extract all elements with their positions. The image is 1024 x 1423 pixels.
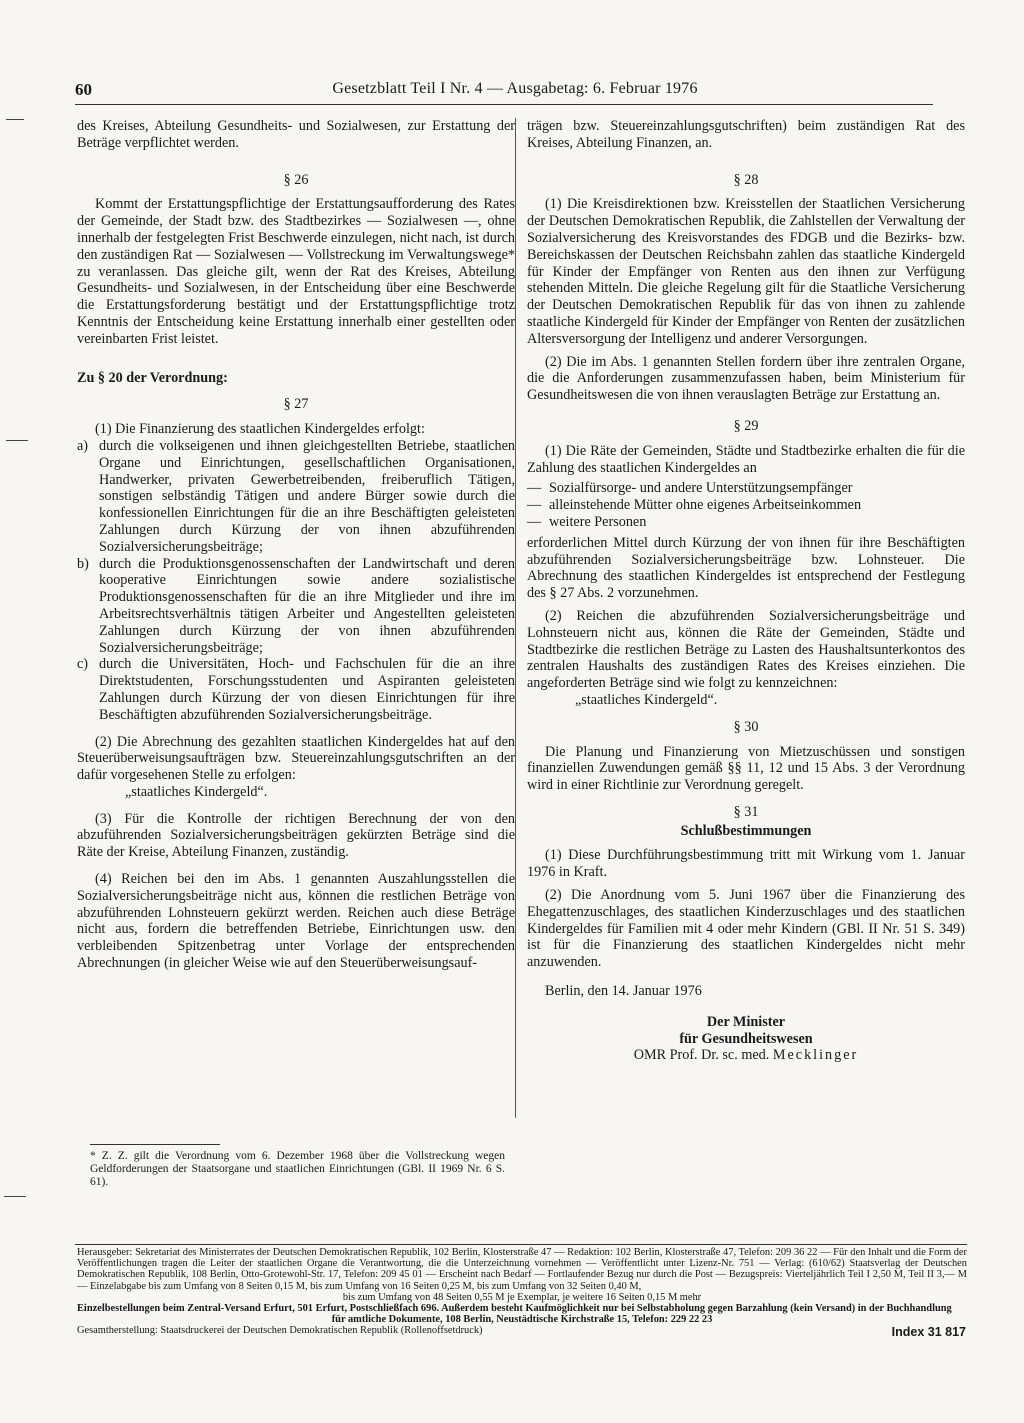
list-item: [77, 556, 515, 657]
dash-text: alleinstehende Mütter ohne eigenes Arbeitseinkommen: [549, 497, 862, 514]
section-heading: § 30: [733, 718, 759, 735]
quote: „staatliches Kindergeld“.: [125, 783, 268, 800]
imprint-line: Gesamtherstellung: Staatsdruckerei der Deutschen Demokratischen Republik (Rollenoffsetdruck): [77, 1325, 483, 1337]
imprint-rule: [75, 1244, 967, 1245]
paragraph: erforderlichen Mittel durch Kürzung der von ihnen für ihre Beschäftigten abzuführenden Sozialversicherungsbeiträge bzw. Lohnsteuer. Die Abrechnung des staatlichen Kindergeldes ist entsprechend der Festlegung des § 27 Abs. 2 vorzunehmen.: [527, 534, 965, 602]
dash-item: [527, 497, 965, 514]
dash-text: Sozialfürsorge- und andere Unterstützungsempfänger: [549, 480, 853, 497]
paragraph: trägen bzw. Steuereinzahlungsgutschriften) beim zuständigen Rat des Kreises, Abteilung Finanzen, an.: [527, 118, 965, 151]
paragraph: (2) Die im Abs. 1 genannten Stellen fordern über ihre zentralen Organe, die die Anforderungen zusammenzufassen haben, beim Ministerium für Gesundheitswesen die von ihnen verauslagten Beträge zur Erstattung an.: [527, 353, 965, 404]
paragraph: (1) Diese Durchführungsbestimmung tritt mit Wirkung vom 1. Januar 1976 in Kraft.: [527, 847, 965, 881]
page-title: Gesetzblatt Teil I Nr. 4 — Ausgabetag: 6. Februar 1976: [332, 80, 698, 97]
right-column: [527, 118, 965, 1064]
paragraph: (1) Die Räte der Gemeinden, Städte und Stadtbezirke erhalten die für die Zahlung des staatlichen Kindergeldes an: [527, 442, 965, 476]
dash-label: —: [527, 480, 542, 497]
paragraph: (1) Die Finanzierung des staatlichen Kindergeldes erfolgt:: [95, 421, 425, 438]
list-text: durch die Produktionsgenossenschaften der Landwirtschaft und deren kooperative Einrichtungen sowie andere sozialistische Produktionsgenossenschaften für die an ihre Mitglieder und ihre im Arbeitsrechtsverhältnis tätigen Arbeiter und Angestellten geleisteten Zahlungen durch Kürzung der von ihnen abzuführenden Sozialversicherungsbeiträge;: [99, 555, 515, 656]
list-text: durch die Universitäten, Hoch- und Fachschulen für die an ihre Direktstudenten, Forschungsstudenten und Aspiranten geleisteten Zahlungen durch Kürzung der von diesen Einrichtungen für ihre Beschäftigten abzuführenden Sozialversicherungsbeiträge.: [99, 656, 515, 723]
dash-item: [527, 480, 965, 497]
imprint-line: Einzelbestellungen beim Zentral-Versand Erfurt, 501 Erfurt, Postschließfach 696. Außerdem besteht Kaufmöglichkeit nur bei Selbstabholung gegen Barzahlung (kein Versand) in der Buchhandlung: [77, 1303, 952, 1315]
list-item: [77, 438, 515, 556]
date-line: Berlin, den 14. Januar 1976: [545, 983, 702, 1000]
paragraph: (2) Die Abrechnung des gezahlten staatlichen Kindergeldes hat auf den Steuerüberweisungsaufträgen bzw. Steuereinzahlungsgutschriften an der dafür vorgesehenen Stelle zu erfolgen:: [77, 733, 515, 784]
imprint-line: Herausgeber: Sekretariat des Ministerrates der Deutschen Demokratischen Republik, 102 Berlin, Klosterstraße 47 — Redaktion: 102 Berlin, Klosterstraße 47, Telefon: 209 36 22 — Für den Inhalt und die Form der Veröffentlichungen tragen die Leiter der staatlichen Organe die Verantwortung, die die Unterzeichnung vornehmen — Veröffentlicht unter Lizenz-Nr. 751 — Verlag: (610/62) Staatsverlag der Deutschen Demokratischen Republik, 108 Berlin, Otto-Grotewohl-Str. 17, Telefon: 209 45 01 — Erscheint nach Bedarf — Fortlaufender Bezug nur durch die Post — Bezugspreis: Vierteljährlich Teil I 2,50 M, Teil II 3,— M — Einzelabgabe bis zum Umfang von 8 Seiten 0,15 M, bis zum Umfang von 16 Seiten 0,25 M, bis zum Umfang von 32 Seiten 0,40 M,: [77, 1247, 967, 1292]
index-number: Index 31 817: [891, 1325, 966, 1339]
list-label: a): [77, 437, 89, 454]
signature-surname: Mecklinger: [772, 1047, 859, 1064]
list-label: b): [77, 555, 89, 572]
imprint-line: bis zum Umfang von 48 Seiten 0,55 M je Exemplar, je weitere 16 Seiten 0,15 M mehr: [342, 1291, 702, 1303]
section-heading: § 26: [283, 171, 309, 188]
paragraph: (2) Die Anordnung vom 5. Juni 1967 über die Finanzierung des Ehegattenzuschlages, des staatlichen Kinderzuschlages und des staatlichen Kindergeldes für Familien mit 4 oder mehr Kindern (GBl. II Nr. 51 S. 349) ist für die Finanzierung des staatlichen Kindergeldes nicht mehr anzuwenden.: [527, 887, 965, 971]
list-item: [77, 656, 515, 723]
margin-mark: [6, 440, 28, 441]
paragraph: Kommt der Erstattungspflichtige der Erstattungsaufforderung des Rates der Gemeinde, der Stadt bzw. des Stadtbezirkes — Sozialwesen —, ohne innerhalb der festgelegten Frist Beschwerde einzulegen, nicht nach, ist durch den zuständigen Rat — Sozialwesen — Vollstreckung im Verwaltungswege* zu veranlassen. Das gleiche gilt, wenn der Rat des Kreises, Abteilung Gesundheits- und Sozialwesen, in der Entscheidung über eine Beschwerde die Erstattungsforderung bestätigt und der Erstattungspflichtige trotz Kenntnis der Entscheidung keine Erstattung innerhalb einer gestellten oder vereinbarten Frist leistet.: [77, 196, 515, 347]
paragraph: (2) Reichen die abzuführenden Sozialversicherungsbeiträge und Lohnsteuern nicht aus, können die Räte der Gemeinden, Städte und Stadtbezirke die restlichen Beträge zu Lasten des Haushaltsunterkontos des zentralen Haushalts des zuständigen Rates des Kreises einziehen. Die angeforderten Beträge sind wie folgt zu kennzeichnen:: [527, 607, 965, 692]
page-number: 60: [75, 80, 92, 99]
margin-mark: [4, 1196, 26, 1197]
paragraph: des Kreises, Abteilung Gesundheits- und Sozialwesen, zur Erstattung der Beträge verpflichtet werden.: [77, 118, 515, 151]
section-heading: § 29: [733, 417, 759, 434]
dash-label: —: [527, 497, 542, 514]
signature-name: [527, 1047, 965, 1064]
section-title: Schlußbestimmungen: [680, 822, 812, 839]
column-divider: [515, 118, 516, 1118]
section-heading: § 28: [733, 171, 759, 188]
signature-prefix: OMR Prof. Dr. sc. med.: [633, 1047, 770, 1064]
section-heading: § 27: [283, 396, 309, 413]
signature-title: Der Minister: [706, 1013, 786, 1030]
quote: „staatliches Kindergeld“.: [575, 691, 718, 708]
paragraph: Die Planung und Finanzierung von Mietzuschüssen und sonstigen finanziellen Zuwendungen gemäß §§ 11, 12 und 15 Abs. 3 der Verordnung wird in einer Richtlinie zur Verordnung geregelt.: [527, 743, 965, 794]
paragraph: (1) Die Kreisdirektionen bzw. Kreisstellen der Staatlichen Versicherung der Deutschen Demokratischen Republik, die Zahlstellen der Verwaltung der Sozialversicherung des Kreisvorstandes des FDGB und die Bezirks- bzw. Bereichskassen der Deutschen Reichsbahn zahlen das staatliche Kindergeld für Kinder der Empfänger von Renten aus den ihnen zur Verfügung stehenden Mitteln. Die gleiche Regelung gilt für die Staatliche Versicherung der Deutschen Demokratischen Republik für das von ihnen zu zahlende staatliche Kindergeld für Kinder der Empfänger von Renten der zusätzlichen Altersversorgung der Intelligenz und anderer Versorgungen.: [527, 196, 965, 347]
list-label: c): [77, 656, 89, 673]
footnote-rule: [90, 1144, 220, 1145]
left-column: [77, 118, 515, 972]
margin-mark: [6, 119, 24, 120]
dash-item: [527, 514, 965, 531]
list-text: durch die volkseigenen und ihnen gleichgestellten Betriebe, staatlichen Organe und Einrichtungen, gesellschaftlichen Organisationen, Handwerker, privaten Gewerbetreibenden, freiberuflich Tätigen, sonstigen selbständig Tätigen und andere Bürger sowie durch die konfessionellen Einrichtungen für die an ihre Beschäftigten geleisteten Zahlungen durch Kürzung der von ihnen abzuführenden Sozialversicherungsbeiträge;: [99, 437, 515, 555]
section-heading: § 31: [733, 803, 759, 820]
imprint-line: für amtliche Dokumente, 108 Berlin, Neustädtische Kirchstraße 15, Telefon: 229 22 23: [331, 1314, 713, 1326]
footnote: * Z. Z. gilt die Verordnung vom 6. Dezember 1968 über die Vollstreckung wegen Geldforderungen der Staatsorgane und staatlichen Einrichtungen (GBl. II 1969 Nr. 6 S. 61).: [90, 1150, 505, 1188]
header-rule: [75, 104, 933, 105]
imprint: [77, 1247, 967, 1337]
signature-title: für Gesundheitswesen: [679, 1030, 813, 1047]
paragraph: (3) Für die Kontrolle der richtigen Berechnung der von den abzuführenden Sozialversicherungsbeiträgen gekürzten Beträge sind die Räte der Kreise, Abteilung Finanzen, zuständig.: [77, 810, 515, 861]
page-header: [75, 80, 955, 106]
subheading: Zu § 20 der Verordnung:: [77, 369, 228, 386]
dash-text: weitere Personen: [549, 513, 647, 530]
dash-label: —: [527, 513, 542, 530]
paragraph: (4) Reichen bei den im Abs. 1 genannten Auszahlungsstellen die Sozialversicherungsbeiträge nicht aus, können die restlichen Beträge von abzuführenden Lohnsteuern gekürzt werden. Reichen auch diese Beträge nicht aus, fordern die betreffenden Betriebe, Einrichtungen usw. den verbleibenden Spitzenbetrag unter Vorlage der entsprechenden Abrechnungen (in gleicher Weise wie auf den Steuerüberweisungsauf-: [77, 871, 515, 972]
